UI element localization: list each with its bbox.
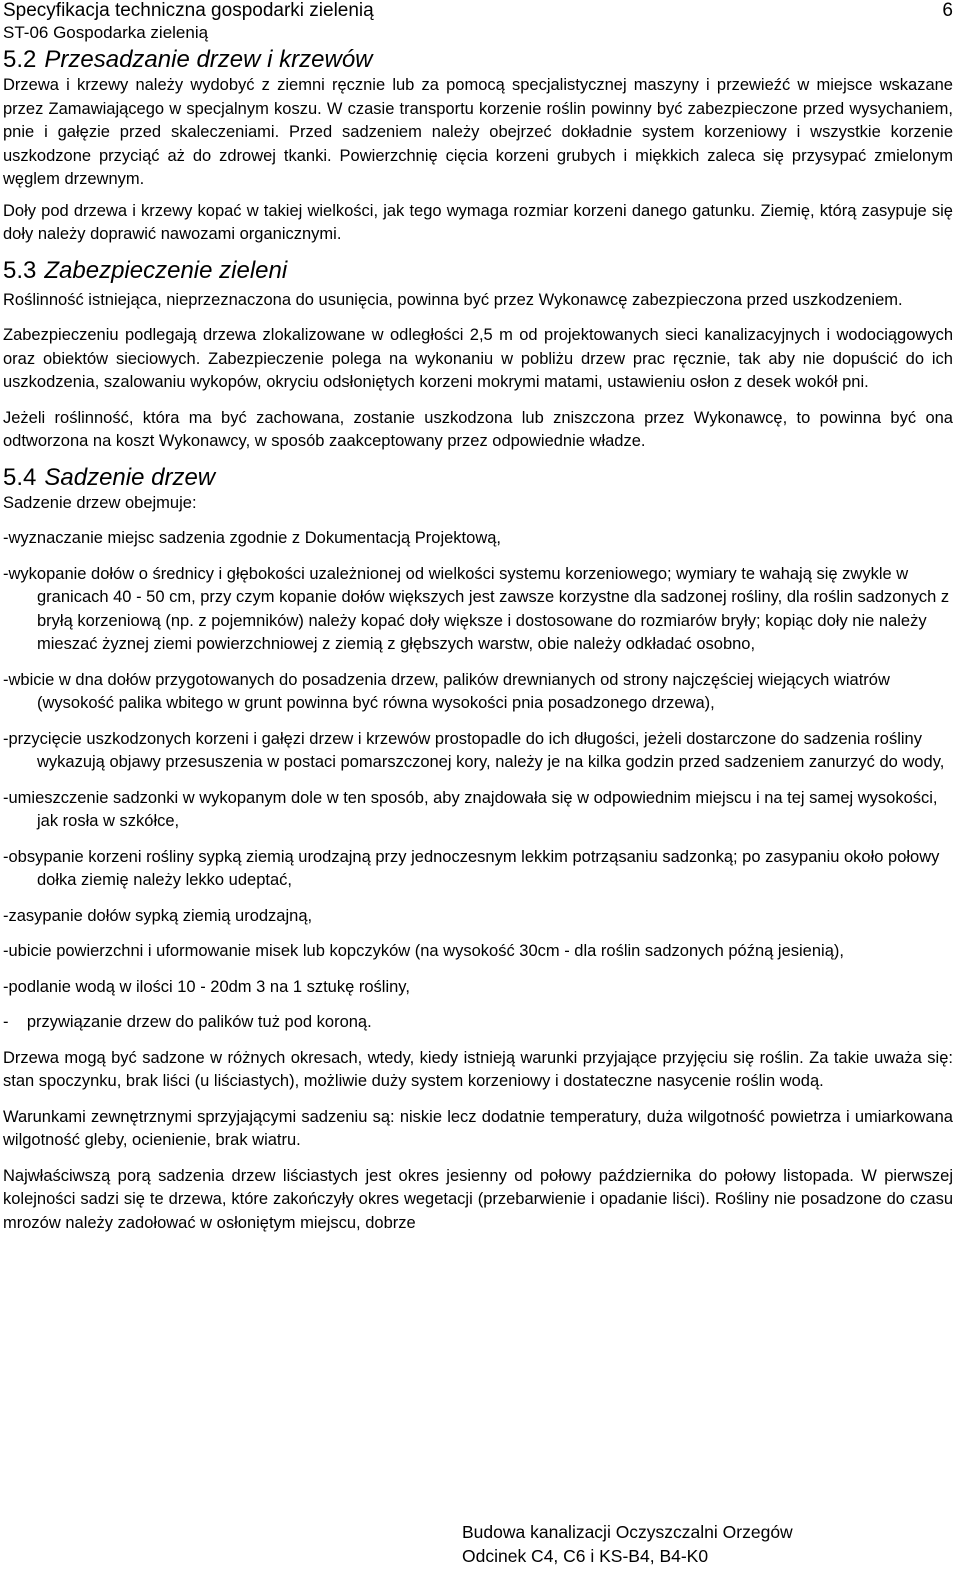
document-page <box>3 0 953 1235</box>
document-title: Specyfikacja techniczna gospodarki zielenią <box>3 0 374 21</box>
list-item: - przywiązanie drzew do palików tuż pod koroną. <box>3 1013 372 1031</box>
paragraph: Zabezpieczeniu podlegają drzewa zlokalizowane w odległości 2,5 m od projektowanych sieci kanalizacyjnych i wodociągowych oraz obiektów sieciowych. Zabezpieczenie polega na wykonaniu w pobliżu drzew prac ręcznie, tak aby nie dopuścić do ich uszkodzenia, szalowaniu wykopów, okryciu odsłoniętych korzeni mokrymi matami, ustawieniu osłon z desek wokół pni. <box>3 326 953 391</box>
paragraph: Najwłaściwszą porą sadzenia drzew liściastych jest okres jesienny od połowy października do połowy listopada. W pierwszej kolejności sadzi się te drzewa, które zakończyły okres wegetacji (przebarwienie i opadanie liści). Rośliny nie posadzone do czasu mrozów należy zadołować w osłoniętym miejscu, dobrze <box>3 1166 953 1232</box>
list-item: -umieszczenie sadzonki w wykopanym dole w ten sposób, aby znajdowała się w odpowiednim miejscu i na tej samej wysokości, jak rosła w szkółce, <box>3 788 938 830</box>
list-item: -obsypanie korzeni rośliny sypką ziemią urodzajną przy jednoczesnym lekkim potrząsaniu sadzonką; po zasypaniu około połowy dołka ziemię należy lekko udeptać, <box>3 847 940 889</box>
section-number: 5.2 <box>3 46 37 73</box>
document-subtitle: ST-06 Gospodarka zielenią <box>3 23 209 42</box>
section-title: Zabezpieczenie zieleni <box>44 256 288 284</box>
footer-project-name: Budowa kanalizacji Oczyszczalni Orzegów <box>462 1522 793 1542</box>
list-item: -podlanie wodą w ilości 10 - 20dm 3 na 1 sztukę rośliny, <box>3 977 410 996</box>
page-header <box>3 0 953 46</box>
section-number: 5.3 <box>3 256 37 284</box>
list-item: -wykopanie dołów o średnicy i głębokości uzależnionej od wielkości systemu korzeniowego; wymiary te wahają się zwykle w granicach 40 - 50 cm, przy czym kopanie dołów większych jest zawsze korzystne dla sadzonej rośliny, dla roślin sadzonych z bryłą korzeniową (np. z pojemników) należy kopać doły większe i dostosowane do rozmiarów bryły; kopiąc doły nie należy mieszać żyznej ziemi powierzchniowej z ziemią z głębszych warstw, obie należy odkładać osobno, <box>3 564 950 653</box>
section-number: 5.4 <box>3 463 37 491</box>
paragraph: Drzewa mogą być sadzone w różnych okresach, wtedy, kiedy istnieją warunki przyjające przyjęciu się roślin. Za takie uważa się: stan spoczynku, brak liści (u liściastych), możliwie duży system korzeniowy i dostateczne nasycenie roślin wodą. <box>3 1048 953 1090</box>
section-heading-5-2 <box>3 46 953 74</box>
page-number: 6 <box>942 0 953 21</box>
paragraph: Jeżeli roślinność, która ma być zachowana, zostanie uszkodzona lub zniszczona przez Wykonawcę, to powinna być ona odtworzona na koszt Wykonawcy, w sposób zaakceptowany przez odpowiednie władze. <box>3 408 953 450</box>
list-item: -zasypanie dołów sypką ziemią urodzajną, <box>3 906 313 925</box>
list-item: -przycięcie uszkodzonych korzeni i gałęzi drzew i krzewów prostopadle do ich długości, jeżeli dostarczone do sadzenia rośliny wykazują objawy przesuszenia w postaci pomarszczonej kory, należy je na kilka godzin przed sadzeniem zanurzyć do wody, <box>3 729 945 771</box>
footer-section-ids: Odcinek C4, C6 i KS-B4, B4-K0 <box>462 1546 709 1566</box>
section-title: Przesadzanie drzew i krzewów <box>44 46 373 73</box>
planting-steps-list <box>3 527 953 1035</box>
list-item: -wbicie w dna dołów przygotowanych do posadzenia drzew, palików drewnianych od strony najczęściej wiejących wiatrów (wysokość palika wbitego w grunt powinna być równa wysokości pnia posadzonego drzewa), <box>3 670 890 712</box>
section-heading-5-4 <box>3 464 953 492</box>
paragraph: Warunkami zewnętrznymi sprzyjającymi sadzeniu są: niskie lecz dodatnie temperatury, duża wilgotność powietrza i umiarkowana wilgotność gleby, ocienienie, brak wiatru. <box>3 1107 953 1149</box>
paragraph: Doły pod drzewa i krzewy kopać w takiej wielkości, jak tego wymaga rozmiar korzeni danego gatunku. Ziemię, którą zasypuje się doły należy doprawić nawozami organicznymi. <box>3 201 953 243</box>
list-item: -ubicie powierzchni i uformowanie misek lub kopczyków (na wysokość 30cm - dla roślin sadzonych późną jesienią), <box>3 942 844 960</box>
paragraph: Drzewa i krzewy należy wydobyć z ziemni ręcznie lub za pomocą specjalistycznej maszyny i przewieźć w miejsce wskazane przez Zamawiającego w specjalnym koszu. W czasie transportu korzenie roślin powinny być zabezpieczone przed wysychaniem, pnie i gałęzie przed skaleczeniami. Przed sadzeniem należy obejrzeć dokładnie system korzeniowy i wszystkie korzenie uszkodzone przyciąć aż do zdrowej tkanki. Powierzchnię cięcia korzeni grubych i miękkich zaleca się przysypać zmielonym węglem drzewnym. <box>3 76 953 188</box>
list-item: -wyznaczanie miejsc sadzenia zgodnie z Dokumentacją Projektową, <box>3 529 501 547</box>
paragraph: Roślinność istniejąca, nieprzeznaczona do usunięcia, powinna być przez Wykonawcę zabezpieczona przed uszkodzeniem. <box>3 290 903 309</box>
section-title: Sadzenie drzew <box>44 463 216 491</box>
section-heading-5-3 <box>3 257 953 285</box>
page-footer <box>462 1520 793 1568</box>
paragraph: Sadzenie drzew obejmuje: <box>3 493 197 512</box>
